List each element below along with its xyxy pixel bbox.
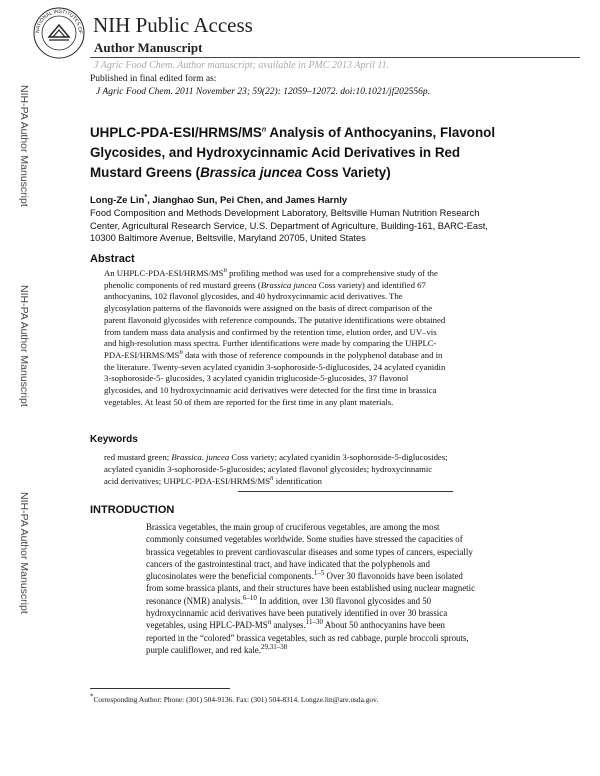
keywords-heading: Keywords: [90, 434, 138, 445]
abstract-body: An UHPLC-$PDA-ESI/HRMS/MS^n$ profiling method was used for a comprehensive study of the phenolic components of red mustard greens (Brassica juncea Coss variety) and identified 67 anthocyanins, 102 flavonol glycosides, and 40 hydroxycinnamic acid derivatives. The glycosylation patterns of the flavonoids were assigned on the basis of direct comparison of the parent flavonoid glycosides with reference compounds. The putative identifications were obtained from tandem mass data analysis and confirmed by the retention time, elution order, and UV–vis and high-resolution mass spectra. Further identifications were made by comparing the UHPLC- PDA-$ESI/HRMS/MS^n$ data with those of reference compounds in the polyphenol database and in the literature. Twenty-seven acylated cyanidin 3-sophoroside-5-diglucosides, 24 acylated cyanidin 3-sophoroside-5- glucosides, 3 acylated cyanidin triglucoside-5-glucosides, 37 flavonol glycosides, and 10 hydroxycinnamic acid derivatives were detected for the first time in brassica vegetables. At least 50 of them are reported for the first time in any plant materials.: [104, 266, 446, 407]
header-title: NIH Public Access: [93, 13, 253, 37]
availability-line: J Agric Food Chem. Author manuscript; available in PMC 2013 April 11.: [94, 60, 390, 71]
author-list: Long-Ze Lin*, Jianghao Sun, Pei Chen, and James Harnly: [90, 193, 348, 206]
citation: J Agric Food Chem. 2011 November 23; 59(22): 12059–12072. doi:10.1021/jf202556p.: [96, 87, 430, 97]
author-name[interactable]: Pei Chen: [219, 195, 261, 206]
sidebar-label-1: NIH-PA Author Manuscript: [18, 85, 30, 207]
article-title: UHPLC-$PDA-ESI/HRMS/MS^n$ Analysis of Anthocyanins, Flavonol Glycosides, and Hydroxycinnamic Acid Derivatives in Red Mustard Greens (Brassica juncea Coss Variety): [90, 125, 496, 180]
footnote: *Corresponding Author: Phone: (301) 504-9136. Fax: (301) 504-8314. Longze.lin@are.usda.gov.: [90, 692, 379, 704]
abstract-heading: Abstract: [90, 253, 135, 265]
sidebar-label-3: NIH-PA Author Manuscript: [18, 492, 30, 614]
author-name[interactable]: Long-Ze Lin: [90, 195, 145, 206]
introduction-heading: INTRODUCTION: [90, 504, 175, 516]
header-rule: [90, 57, 580, 58]
affiliation: Food Composition and Methods Development Laboratory, Beltsville Human Nutrition Research Center, Agricultural Research Service, U.S. Department of Agriculture, Building-161, BARC-East, 10300 Baltimore Avenue, Beltsville, Maryland 20705, United States: [90, 208, 488, 244]
author-name[interactable]: Jianghao Sun: [152, 195, 215, 206]
author-name[interactable]: James Harnly: [285, 195, 348, 206]
section-divider: [238, 491, 453, 492]
footnote-rule: [90, 688, 230, 689]
nih-logo: [32, 6, 86, 60]
introduction-body: Brassica vegetables, the main group of cruciferous vegetables, are among the most commonly consumed vegetables worldwide. Some studies have stressed the capacities of brassica vegetables to prevent cardiovascular diseases and some types of cancers, especially cancers of the gastrointestinal tract, and have indicated that the polyphenols and glucosinolates were the beneficial components.$^{1-5}$ Over 30 flavonoids have been isolated from some brassica plants, and their structures have been established using nuclear magnetic resonance (NMR) analysis.$^{6-10}$ In addition, over 130 flavonol glycosides and 50 hydroxycinnamic acid derivatives have been putatively identified in over 30 brassica vegetables, using HPLC-$PAD-MS^n$ analyses.$^{11-30}$ About 50 anthocyanins have been reported in the “colored” brassica vegetables, such as red cabbage, purple broccoli sprouts, purple cauliflower, and red kale.$^{29,31-38}$: [146, 522, 476, 655]
published-line: Published in final edited form as:: [90, 74, 217, 84]
header-subtitle: Author Manuscript: [94, 40, 203, 55]
sidebar-label-2: NIH-PA Author Manuscript: [18, 285, 30, 407]
nih-seal-icon: [32, 6, 86, 60]
keywords-body: red mustard green; Brassica. juncea Coss variety; acylated cyanidin 3-sophoroside-5-diglucosides; acylated cyanidin 3-sophoroside-5-glucosides; acylated flavonol glycosides; hydroxycinnamic acid derivatives; UHPLC-$PDA-ESI/HRMS/MS^n$ identification: [104, 452, 448, 486]
svg-text:NATIONAL INSTITUTES OF HEALTH: NATIONAL INSTITUTES OF: [34, 8, 84, 35]
